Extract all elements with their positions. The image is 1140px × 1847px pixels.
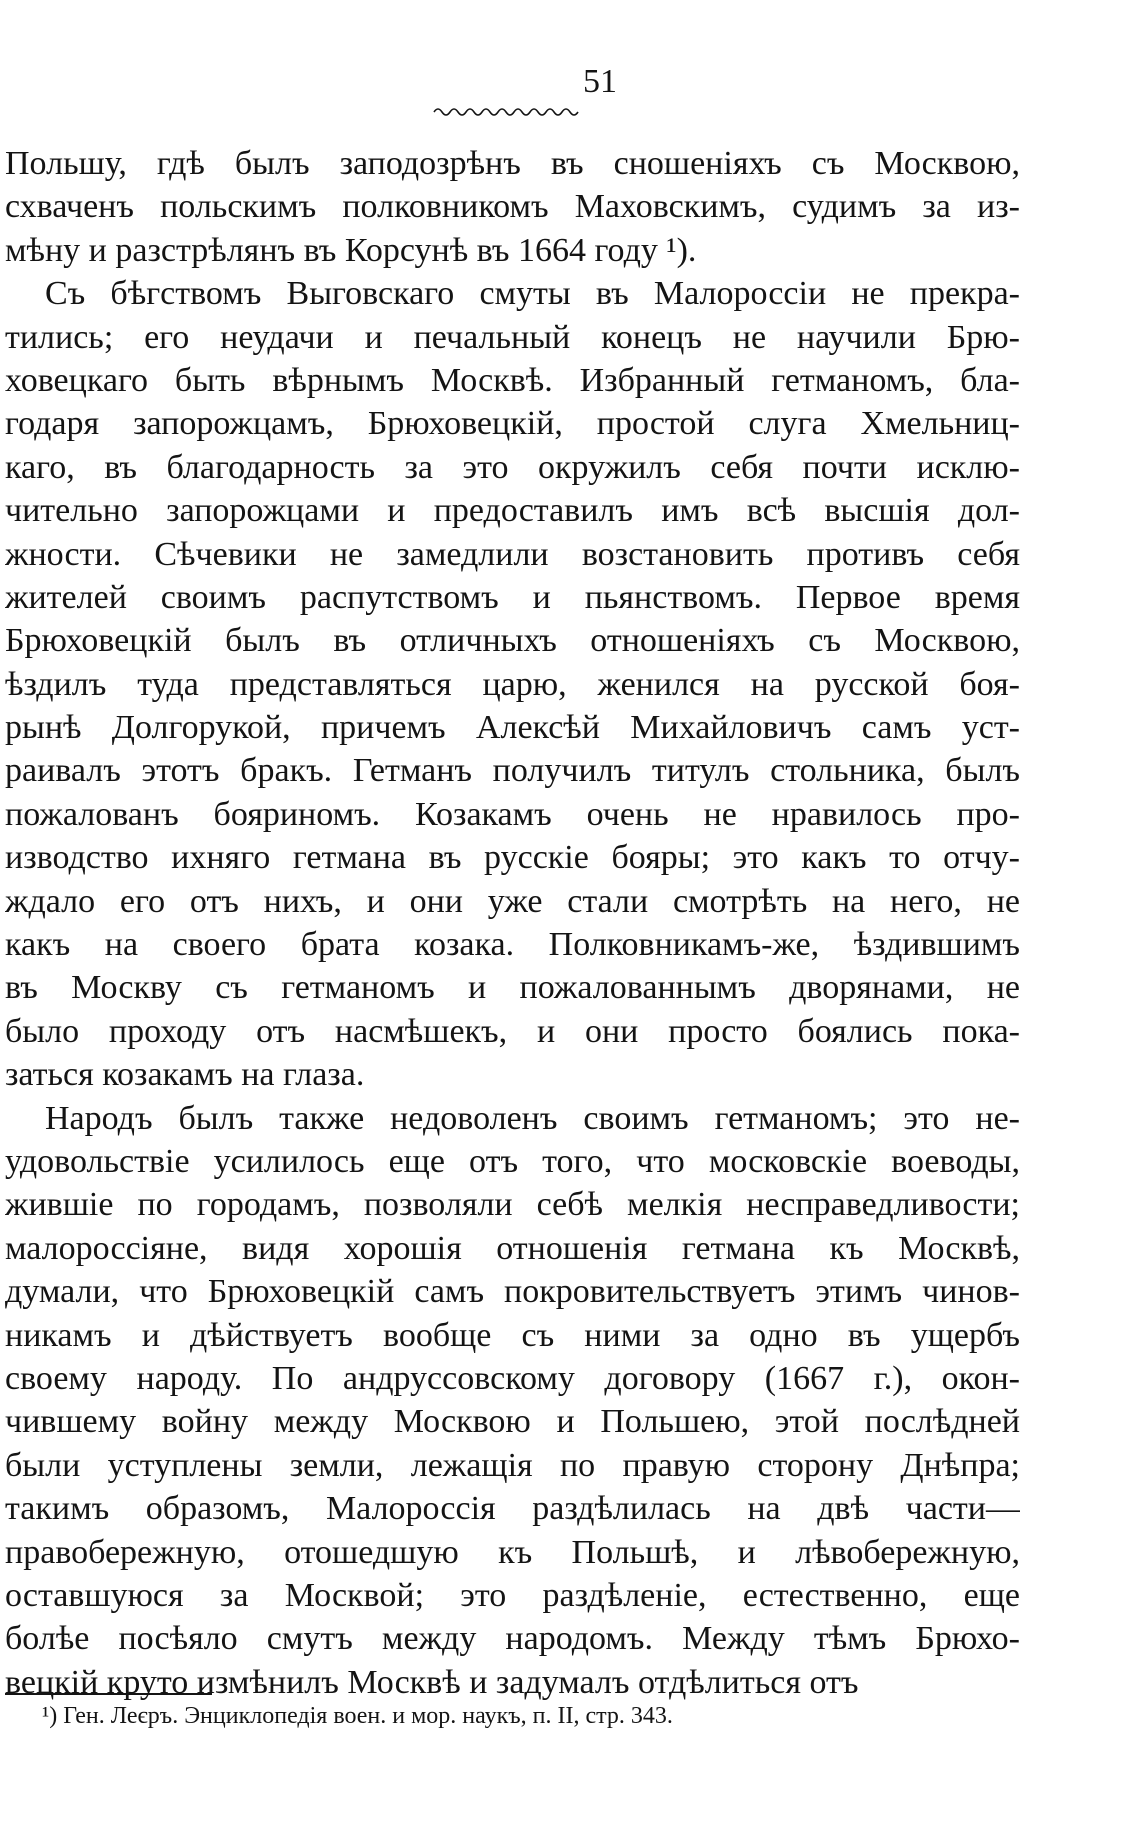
text-line: жителей своимъ распутствомъ и пьянствомъ. Первое время: [5, 578, 1020, 616]
text-line: рынѣ Долгорукой, причемъ Алексѣй Михайловичъ самъ уст-: [5, 709, 1020, 747]
text-line: никамъ и дѣйствуетъ вообще съ ними за одно въ ущербъ: [5, 1316, 1020, 1354]
text-line: были уступлены земли, лежащія по правую сторону Днѣпра;: [5, 1446, 1020, 1484]
page-number: 51: [583, 63, 617, 100]
footnote-marker: ¹): [42, 1703, 58, 1729]
text-line: тились; его неудачи и печальный конецъ не научили Брю-: [5, 318, 1020, 356]
text-line: оставшуюся за Москвой; это раздѣленіе, естественно, еще: [5, 1576, 1020, 1614]
footnote-rule: [5, 1693, 212, 1695]
text-line: такимъ образомъ, Малороссія раздѣлилась на двѣ части—: [5, 1490, 1020, 1528]
text-line: было проходу отъ насмѣшекъ, и они просто боялись пока-: [5, 1012, 1020, 1050]
text-line: чившему войну между Москвою и Польшею, этой послѣдней: [5, 1403, 1020, 1441]
text-line: вецкій круто измѣнилъ Москвѣ и задумалъ отдѣлиться отъ: [5, 1663, 859, 1701]
text-line: Народъ былъ также недоволенъ своимъ гетманомъ; это не-: [45, 1099, 1020, 1137]
page-number-ornament: [432, 104, 582, 116]
text-line: думали, что Брюховецкій самъ покровительствуетъ этимъ чинов-: [5, 1273, 1020, 1311]
text-line: Брюховецкій былъ въ отличныхъ отношеніяхъ съ Москвою,: [5, 622, 1020, 660]
text-line: мѣну и разстрѣлянъ въ Корсунѣ въ 1664 году ¹).: [5, 231, 697, 269]
text-line: раивалъ этотъ бракъ. Гетманъ получилъ титулъ стольника, былъ: [5, 752, 1020, 790]
text-line: каго, въ благодарность за это окружилъ себя почти исклю-: [5, 448, 1020, 486]
text-line: какъ на своего брата козака. Полковникамъ-же, ѣздившимъ: [5, 926, 1020, 964]
text-line: Съ бѣгствомъ Выговскаго смуты въ Малороссіи не прекра-: [45, 275, 1020, 313]
text-line: чительно запорожцами и предоставилъ имъ всѣ высшія дол-: [5, 492, 1020, 530]
text-line: изводство ихняго гетмана въ русскіе бояры; это какъ то отчу-: [5, 839, 1020, 877]
body-text: [5, 142, 1020, 1704]
text-line: ждало его отъ нихъ, и они уже стали смотрѣть на него, не: [5, 882, 1020, 920]
text-line: жности. Сѣчевики не замедлили возстановить противъ себя: [5, 535, 1020, 573]
text-line: малороссіяне, видя хорошія отношенія гетмана къ Москвѣ,: [5, 1229, 1020, 1267]
footnote: [42, 1700, 673, 1732]
text-line: ховецкаго быть вѣрнымъ Москвѣ. Избранный гетманомъ, бла-: [5, 361, 1020, 399]
footnote-text: Ген. Леєръ. Энциклопедія воен. и мор. наукъ, п. II, стр. 343.: [63, 1703, 673, 1729]
text-line: въ Москву съ гетманомъ и пожалованнымъ дворянами, не: [5, 969, 1020, 1007]
text-line: заться козакамъ на глаза.: [5, 1056, 365, 1094]
text-line: Польшу, гдѣ былъ заподозрѣнъ въ сношеніяхъ съ Москвою,: [5, 145, 1020, 182]
text-line: годаря запорожцамъ, Брюховецкій, простой слуга Хмельниц-: [5, 405, 1020, 443]
text-line: ѣздилъ туда представляться царю, женился на русской боя-: [5, 665, 1020, 703]
text-line: правобережную, отошедшую къ Польшѣ, и лѣвобережную,: [5, 1533, 1020, 1571]
text-line: пожалованъ бояриномъ. Козакамъ очень не нравилось про-: [5, 795, 1020, 833]
text-line: удовольствіе усилилось еще отъ того, что московскіе воеводы,: [5, 1142, 1020, 1180]
text-line: схваченъ польскимъ полковникомъ Маховскимъ, судимъ за из-: [5, 188, 1020, 226]
text-line: болѣе посѣяло смутъ между народомъ. Между тѣмъ Брюхо-: [5, 1620, 1020, 1658]
text-line: своему народу. По андруссовскому договору (1667 г.), окон-: [5, 1359, 1020, 1397]
text-line: жившіе по городамъ, позволяли себѣ мелкія несправедливости;: [5, 1186, 1020, 1224]
